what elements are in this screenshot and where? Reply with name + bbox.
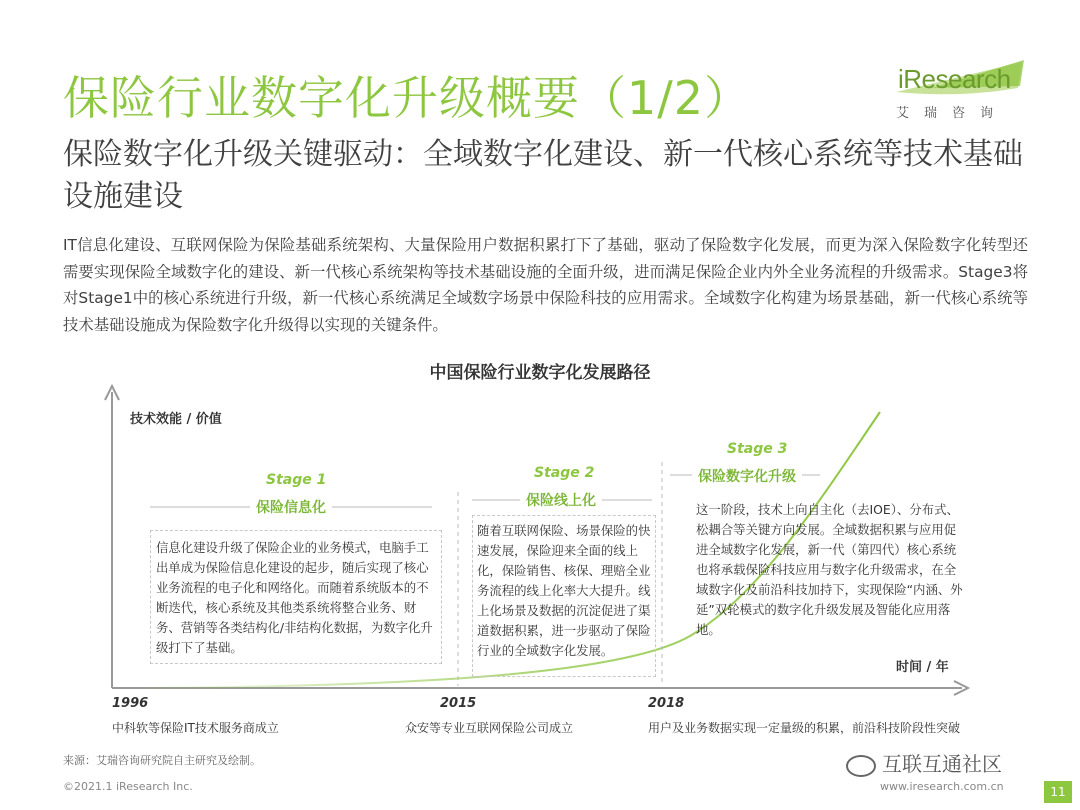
stage1-text: 信息化建设升级了保险企业的业务模式，电脑手工出单成为保险信息化建设的起步，随后实现了核心业务流程的电子化和网络化。而随着系统版本的不断迭代，核心系统及其他类系统将整合业务、财务、营销等各类结构化/非结构化数据，为数字化升级打下了基础。 [156,540,433,655]
stage3-text: 这一阶段，技术上向自主化（去IOE）、分布式、松耦合等关键方向发展。全域数据积累与应用促进全域数字化发展，新一代（第四代）核心系统也将承载保险科技应用与数字化升级需求，在全域数字化及前沿科技加持下，实现保险“内涵、外延”双轮模式的数字化升级发展及智能化应用落地。 [696,502,963,637]
milestone-year-1996: 1996 [112,696,149,711]
wechat-icon [846,755,876,777]
y-axis-label: 技术效能 / 价值 [130,412,222,427]
milestone-text-2015: 众安等专业互联网保险公司成立 [405,721,574,735]
chart-title: 中国保险行业数字化发展路径 [429,363,651,383]
website: www.iresearch.com.cn [880,780,1004,793]
stage1-title: 保险信息化 [250,497,332,517]
watermark-text: 互联互通社区 [882,752,1002,776]
watermark [846,748,1002,777]
stage2-name: Stage 2 [534,465,595,481]
stage1-name: Stage 1 [266,472,327,488]
milestone-text-2018: 用户及业务数据实现一定量级的积累，前沿科技阶段性突破 [648,721,961,735]
milestone-text-1996: 中科软等保险IT技术服务商成立 [112,721,279,735]
stage2-title: 保险线上化 [520,490,602,510]
logo-word: iResearch [898,64,1011,94]
copyright: ©2021.1 iResearch Inc. [63,780,193,793]
milestone-year-2018: 2018 [648,696,685,711]
page-title: 保险行业数字化升级概要（1/2） [63,71,752,125]
stage3-name: Stage 3 [727,441,788,457]
stage3-title: 保险数字化升级 [692,466,802,486]
x-axis-label: 时间 / 年 [896,660,949,675]
source-note: 来源：艾瑞咨询研究院自主研究及绘制。 [63,754,261,767]
milestone-year-2015: 2015 [440,696,477,711]
page-subtitle: 保险数字化升级关键驱动：全域数字化建设、新一代核心系统等技术基础设施建设 [63,137,1023,214]
logo-subtitle: 艾瑞咨询 [896,106,1009,121]
page-number: 11 [1044,781,1072,803]
stage2-text: 随着互联网保险、场景保险的快速发展，保险迎来全面的线上化，保险销售、核保、理赔全业务流程的线上化率大大提升。线上化场景及数据的沉淀促进了渠道数据积累，进一步驱动了保险行业的全域数字化发展。 [477,523,651,658]
intro-paragraph: IT信息化建设、互联网保险为保险基础系统架构、大量保险用户数据积累打下了基础，驱动了保险数字化发展，而更为深入保险数字化转型还需要实现保险全域数字化的建设、新一代核心系统架构等技术基础设施的全面升级，进而满足保险企业内外全业务流程的升级需求。Stage3将对Stage1中的核心系统进行升级，新一代核心系统满足全域数字场景中保险科技的应用需求。全域数字化构建为场景基础，新一代核心系统等技术基础设施成为保险数字化升级得以实现的关键条件。 [63,236,1028,334]
